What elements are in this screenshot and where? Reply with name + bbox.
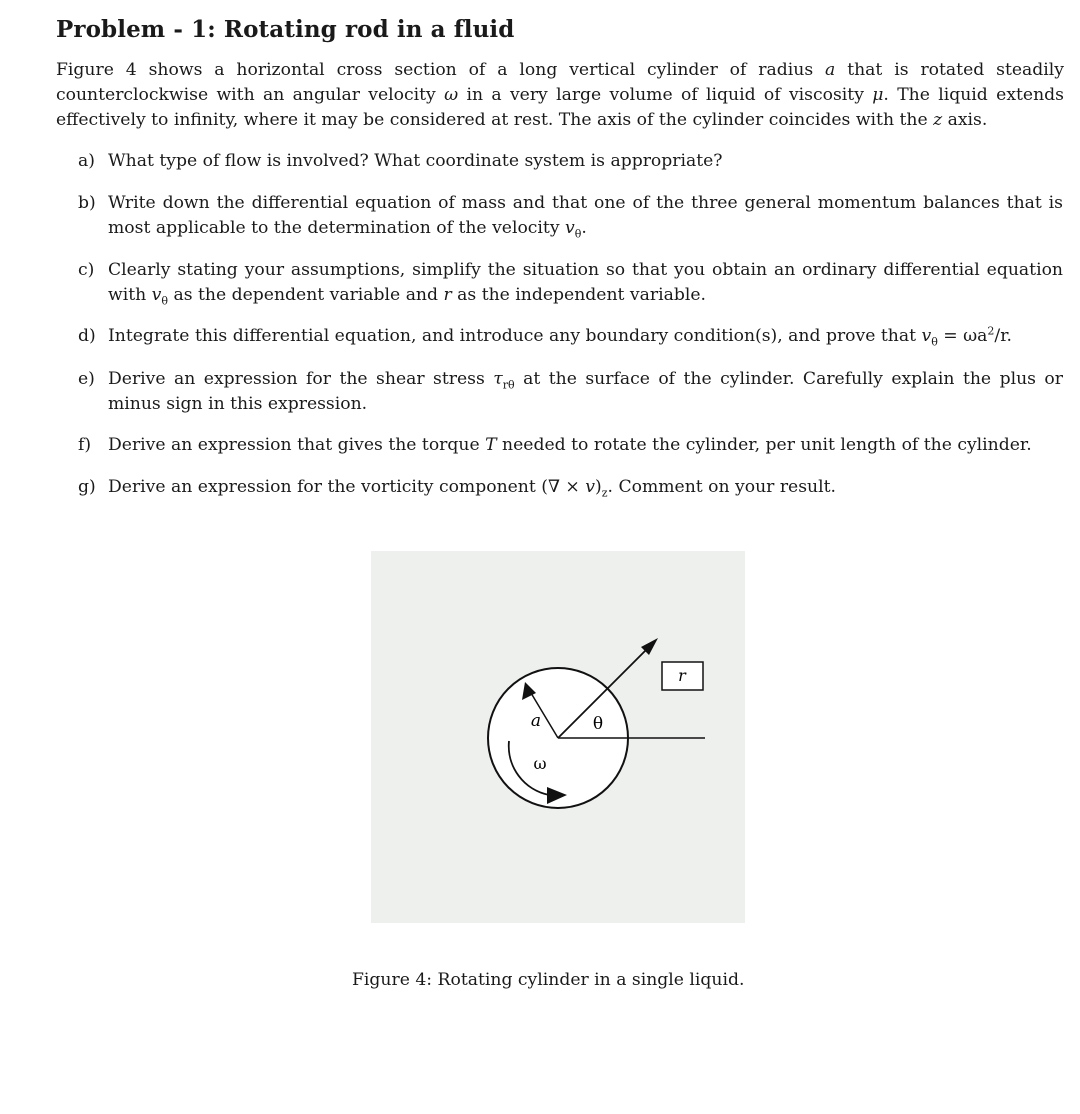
question-text: Derive an expression for the shear stress $\tau_{r\theta}$ at the surface of the cylinder. Carefully explain the plus or minus sign in this expression. bbox=[108, 369, 1063, 414]
question-text: Write down the differential equation of mass and that one of the three general momentum balances that is most applicable to the determination of the velocity $v_\theta$. bbox=[108, 193, 1063, 241]
problem-intro bbox=[56, 58, 1064, 133]
radius-symbol: a bbox=[825, 60, 836, 80]
mu-symbol: μ bbox=[872, 85, 884, 105]
question-text: Derive an expression that gives the torque T needed to rotate the cylinder, per unit length of the cylinder. bbox=[108, 435, 1032, 455]
question-label: g) bbox=[78, 477, 96, 497]
question-label: e) bbox=[78, 369, 95, 389]
question-text: Clearly stating your assumptions, simplify the situation so that you obtain an ordinary differential equation with $v_\theta$ as the dependent variable and r as the independent variable. bbox=[108, 260, 1063, 308]
question-text: Integrate this differential equation, and introduce any boundary condition(s), and prove that $v_\theta = \omega a^2/r$. bbox=[108, 324, 1013, 349]
problem-title: Problem - 1: Rotating rod in a fluid bbox=[56, 16, 515, 43]
question-label: f) bbox=[78, 435, 92, 455]
question-label: a) bbox=[78, 151, 95, 171]
omega-symbol: ω bbox=[444, 85, 459, 105]
r-label: r bbox=[678, 666, 686, 685]
rotating-cylinder-diagram bbox=[371, 551, 745, 923]
a-label: a bbox=[530, 711, 542, 731]
intro-text-3: in a very large volume of liquid of viscosity bbox=[458, 85, 873, 105]
question-text: Derive an expression for the vorticity component (∇ × $v)_z$. Comment on your result. bbox=[108, 477, 836, 500]
intro-text-1: Figure 4 shows a horizontal cross section of a long vertical cylinder of radius bbox=[56, 60, 826, 80]
question-label: c) bbox=[78, 260, 95, 280]
figure-panel bbox=[371, 551, 745, 923]
question-label: d) bbox=[78, 326, 96, 346]
intro-text-5: axis. bbox=[942, 110, 988, 130]
question-label: b) bbox=[78, 193, 96, 213]
z-symbol: z bbox=[933, 110, 943, 130]
intro-text-2: that is rotated steadily counterclockwise with an angular velocity bbox=[56, 60, 1064, 105]
intro-text-4: . The liquid extends effectively to infinity, where it may be considered at rest. The axis of the cylinder coincides with the bbox=[56, 85, 1064, 130]
theta-label: θ bbox=[592, 714, 604, 734]
omega-label: ω bbox=[533, 754, 547, 773]
question-text: What type of flow is involved? What coordinate system is appropriate? bbox=[108, 151, 723, 171]
figure-caption: Figure 4: Rotating cylinder in a single liquid. bbox=[352, 970, 745, 990]
